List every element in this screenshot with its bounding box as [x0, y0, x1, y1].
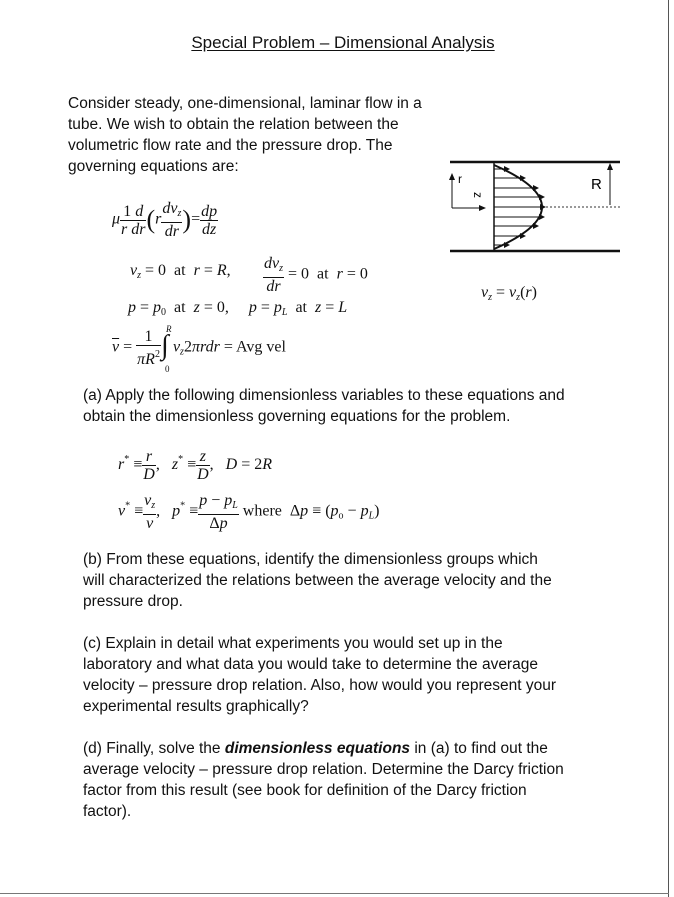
page-border-right	[668, 0, 669, 897]
pipe-flow-figure	[440, 155, 630, 295]
dimensionless-velocity-pressure-vars: v* ≡ $\frac{v_z}{v}$ , p* ≡ $\frac{p - p_L}{\Delta p}$ where $\Delta p \equiv (p_o - p_L)$	[118, 492, 380, 532]
figure-caption: $v_z = v_z(r)$	[481, 284, 537, 303]
part-d-prefix: (d) Finally, solve the	[83, 740, 225, 757]
part-b-text: (b) From these equations, identify the dimensionless groups which will characterized the relations between the average velocity and the pressure drop.	[83, 551, 552, 610]
pressure-boundary-conditions: $p = p_0$ at z = 0, $p = p_L$ at z = L	[128, 299, 348, 318]
velocity-boundary-conditions: $v_z = 0$ at r = R,	[130, 262, 231, 281]
figure-label-r: r	[458, 172, 462, 186]
momentum-equation: μ $\frac{1 d}{\text{r dr}}$ (r $\frac{dv_z}{dr}$ )= $\frac{dp}{dz}$	[112, 200, 218, 240]
figure-label-R: R	[591, 176, 602, 193]
figure-label-z: z	[471, 192, 485, 198]
part-d-emphasis: dimensionless equations	[224, 740, 411, 757]
page-border-bottom	[0, 893, 669, 894]
part-d-text	[83, 738, 573, 822]
intro-paragraph: Consider steady, one-dimensional, laminar flow in a tube. We wish to obtain the relation between the volumetric flow rate and the pressure drop. The governing equations are:	[68, 95, 422, 175]
velocity-gradient-condition: $\frac{dv_z}{dr}$ = 0 at r = 0	[264, 255, 368, 295]
part-d-suffix: in (a) to find out the average velocity – pressure drop relation. Determine the Darcy friction factor from this result (see book for definition of the Darcy friction factor).	[83, 740, 564, 820]
part-c-text: (c) Explain in detail what experiments you would set up in the laboratory and what data you would take to determine the average velocity – pressure drop relation. Also, how would you represent your experimental results graphically?	[83, 635, 556, 715]
page-title: Special Problem – Dimensional Analysis	[191, 33, 495, 52]
average-velocity-equation: $\overline{v}$ = $\frac{1}{\pi R^2}$ R ∫ 0 $v_z2\pi rdr$ = Avg vel	[112, 324, 286, 374]
part-a-text: (a) Apply the following dimensionless variables to these equations and obtain the dimensionless governing equations for the problem.	[83, 387, 565, 425]
dimensionless-length-vars: r* ≡ $\frac{r}{D}$ , z* ≡ $\frac{z}{D}$ , D = 2R	[118, 448, 273, 483]
